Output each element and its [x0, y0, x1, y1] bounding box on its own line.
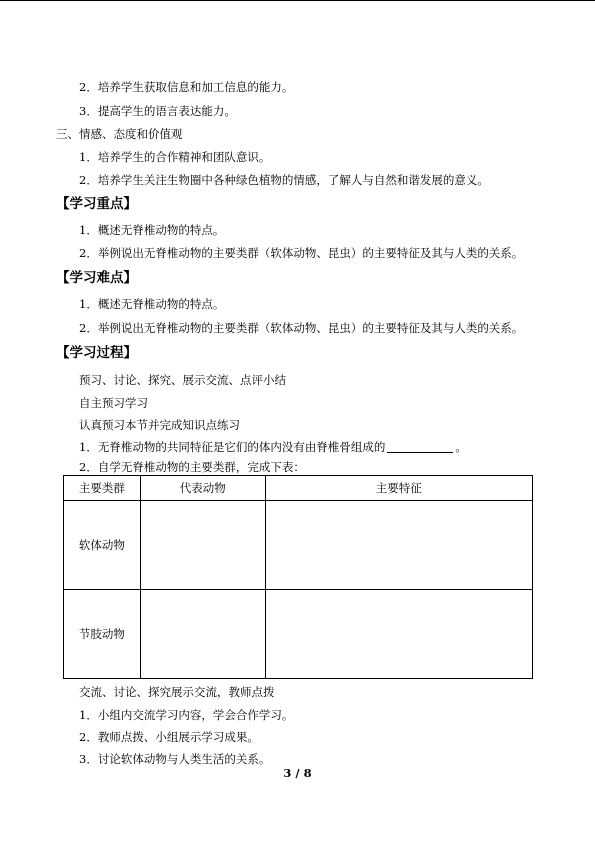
emotion-item-1: 1．培养学生的合作精神和团队意识。: [79, 150, 271, 164]
header-animal: 代表动物: [140, 476, 265, 501]
table-instruction: 2．自学无脊椎动物的主要类群，完成下表：: [79, 460, 305, 474]
header-group: 主要类群: [64, 476, 141, 501]
heading-process: 【学习过程】: [56, 345, 137, 361]
top-border: [0, 0, 595, 1]
table-header-row: [64, 476, 533, 501]
process-self-study: 自主预习学习: [79, 396, 148, 410]
cell-group: 节肢动物: [64, 590, 141, 679]
focus-item-2: 2．举例说出无脊椎动物的主要类群（软体动物、昆虫）的主要特征及其与人类的关系。: [79, 246, 524, 260]
table-row: [64, 590, 533, 679]
discussion-item-3: 3．讨论软体动物与人类生活的关系。: [79, 752, 271, 766]
heading-difficulty: 【学习难点】: [56, 270, 137, 286]
answer-blank[interactable]: [387, 440, 453, 453]
fill-in-question-end: 。: [455, 440, 467, 454]
focus-item-1: 1．概述无脊椎动物的特点。: [79, 223, 225, 237]
page-number: 3 / 8: [283, 766, 312, 780]
cell-group: 软体动物: [64, 501, 141, 590]
discussion-item-1: 1．小组内交流学习内容，学会合作学习。: [79, 708, 294, 722]
cell-animal[interactable]: [140, 501, 265, 590]
animal-groups-table: [63, 475, 533, 679]
section-title-emotion: 三、情感、态度和价值观: [56, 127, 183, 141]
cell-feature[interactable]: [265, 501, 532, 590]
fill-in-question: [79, 439, 467, 455]
cell-animal[interactable]: [140, 590, 265, 679]
fill-in-question-text: 1．无脊椎动物的共同特征是它们的体内没有由脊椎骨组成的: [79, 440, 386, 454]
difficulty-item-2: 2．举例说出无脊椎动物的主要类群（软体动物、昆虫）的主要特征及其与人类的关系。: [79, 321, 524, 335]
discussion-item-2: 2．教师点拨、小组展示学习成果。: [79, 730, 259, 744]
cell-feature[interactable]: [265, 590, 532, 679]
skill-item-3: 3．提高学生的语言表达能力。: [79, 104, 236, 118]
header-feature: 主要特征: [265, 476, 532, 501]
table-row: [64, 501, 533, 590]
difficulty-item-1: 1．概述无脊椎动物的特点。: [79, 297, 225, 311]
heading-focus: 【学习重点】: [56, 196, 137, 212]
process-intro: 预习、讨论、探究、展示交流、点评小结: [79, 373, 286, 387]
process-preview: 认真预习本节并完成知识点练习: [79, 418, 240, 432]
discussion-intro: 交流、讨论、探究展示交流，教师点拨: [79, 685, 275, 699]
emotion-item-2: 2．培养学生关注生物圈中各种绿色植物的情感，了解人与自然和谐发展的意义。: [79, 173, 489, 187]
skill-item-2: 2．培养学生获取信息和加工信息的能力。: [79, 80, 294, 94]
